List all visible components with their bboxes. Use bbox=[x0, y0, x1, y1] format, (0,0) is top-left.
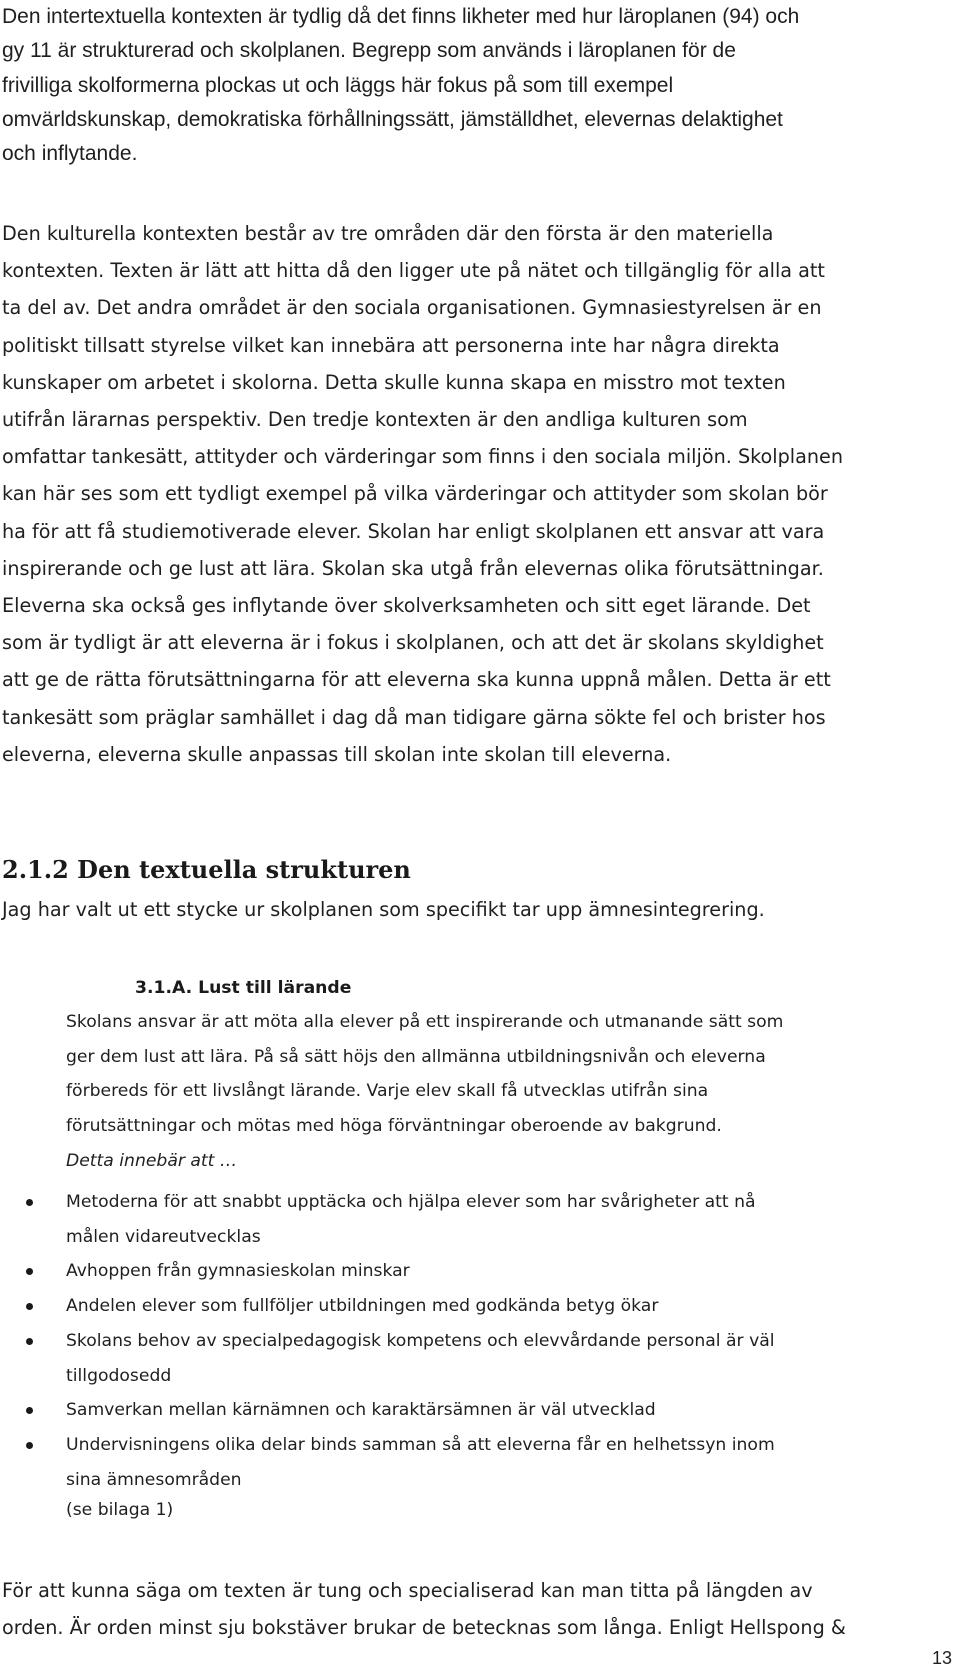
text-line: Skolans behov av specialpedagogisk kompetens och elevvårdande personal är väl bbox=[66, 1330, 775, 1351]
list-item bbox=[0, 1393, 950, 1428]
text-line: kan här ses som ett tydligt exempel på vilka värderingar och attityder som skolan bör bbox=[2, 482, 828, 506]
text-line: ta del av. Det andra området är den sociala organisationen. Gymnasiestyrelsen är en bbox=[2, 296, 822, 320]
text-line: Samverkan mellan kärnämnen och karaktärsämnen är väl utvecklad bbox=[66, 1400, 656, 1421]
text-line: Undervisningens olika delar binds samman så att eleverna får en helhetssyn inom bbox=[66, 1434, 775, 1455]
quote-heading: 3.1.A. Lust till lärande bbox=[135, 978, 352, 998]
bullet-list bbox=[0, 1185, 950, 1497]
section-heading: 2.1.2 Den textuella strukturen bbox=[2, 855, 411, 884]
list-item bbox=[0, 1254, 950, 1289]
bullet-icon bbox=[26, 1338, 33, 1345]
text-line: ger dem lust att lära. På så sätt höjs den allmänna utbildningsnivån och eleverna bbox=[66, 1046, 766, 1067]
text-line: politiskt tillsatt styrelse vilket kan innebära att personerna inte har några direkta bbox=[2, 333, 780, 357]
bullet-icon bbox=[26, 1442, 33, 1449]
paragraph-cultural-context bbox=[2, 215, 957, 773]
paragraph-word-length bbox=[2, 1572, 957, 1646]
bullet-icon bbox=[26, 1199, 33, 1206]
text-line: tillgodosedd bbox=[66, 1365, 172, 1386]
list-item bbox=[0, 1289, 950, 1324]
text-line: förbereds för ett livslångt lärande. Varje elev skall få utvecklas utifrån sina bbox=[66, 1081, 709, 1102]
section-intro: Jag har valt ut ett stycke ur skolplanen som specifikt tar upp ämnesintegrering. bbox=[2, 898, 765, 921]
text-line: att ge de rätta förutsättningarna för att eleverna ska kunna uppnå målen. Detta är ett bbox=[2, 668, 831, 692]
text-line: eleverna, eleverna skulle anpassas till skolan inte skolan till eleverna. bbox=[2, 742, 672, 766]
appendix-reference: (se bilaga 1) bbox=[66, 1500, 174, 1520]
text-line: Andelen elever som fullföljer utbildningen med godkända betyg ökar bbox=[66, 1296, 659, 1317]
text-line: tankesätt som präglar samhället i dag då man tidigare gärna sökte fel och brister hos bbox=[2, 705, 826, 729]
text-line: Den kulturella kontexten består av tre områden där den första är den materiella bbox=[2, 222, 774, 245]
text-line: målen vidareutvecklas bbox=[66, 1226, 261, 1247]
text-line: omvärldskunskap, demokratiska förhållningssätt, jämställdhet, elevernas delaktighet bbox=[2, 107, 783, 131]
text-line: Skolans ansvar är att möta alla elever på ett inspirerande och utmanande sätt som bbox=[66, 1012, 784, 1032]
text-line: som är tydligt är att eleverna är i fokus i skolplanen, och att det är skolans skyldighet bbox=[2, 631, 824, 655]
list-item bbox=[0, 1185, 950, 1254]
bullet-icon bbox=[26, 1268, 33, 1275]
quote-italic-lead: Detta innebär att … bbox=[66, 1150, 238, 1171]
page-number: 13 bbox=[931, 1648, 952, 1668]
text-line: För att kunna säga om texten är tung och specialiserad kan man titta på längden av bbox=[2, 1579, 813, 1602]
text-line: inspirerande och ge lust att lära. Skolan ska utgå från elevernas olika förutsättningar. bbox=[2, 556, 824, 580]
text-line: och inflytande. bbox=[2, 142, 138, 166]
text-line: frivilliga skolformerna plockas ut och läggs här fokus på som till exempel bbox=[2, 73, 674, 97]
bullet-icon bbox=[26, 1407, 33, 1414]
text-line: Den intertextuella kontexten är tydlig då det finns likheter med hur läroplanen (94) och bbox=[2, 5, 800, 28]
text-line: Metoderna för att snabbt upptäcka och hjälpa elever som har svårigheter att nå bbox=[66, 1192, 756, 1212]
text-line: kontexten. Texten är lätt att hitta då den ligger ute på nätet och tillgänglig för alla att bbox=[2, 259, 825, 283]
text-line: Avhoppen från gymnasieskolan minskar bbox=[66, 1261, 410, 1282]
list-item bbox=[0, 1324, 950, 1393]
text-line: gy 11 är strukturerad och skolplanen. Begrepp som används i läroplanen för de bbox=[2, 39, 736, 63]
quoted-passage bbox=[66, 1005, 946, 1179]
text-line: förutsättningar och mötas med höga förväntningar oberoende av bakgrund. bbox=[66, 1116, 722, 1137]
text-line: utifrån lärarnas perspektiv. Den tredje kontexten är den andliga kulturen som bbox=[2, 408, 748, 432]
bullet-icon bbox=[26, 1303, 33, 1310]
text-line: Eleverna ska också ges inflytande över skolverksamheten och sitt eget lärande. Det bbox=[2, 594, 811, 618]
text-line: orden. Är orden minst sju bokstäver brukar de betecknas som långa. Enligt Hellspong & bbox=[2, 1616, 846, 1640]
text-line: kunskaper om arbetet i skolorna. Detta skulle kunna skapa en misstro mot texten bbox=[2, 370, 786, 394]
text-line: omfattar tankesätt, attityder och värderingar som finns i den sociala miljön. Skolplanen bbox=[2, 445, 844, 469]
text-line: sina ämnesområden bbox=[66, 1469, 242, 1490]
list-item bbox=[0, 1428, 950, 1497]
text-line: ha för att få studiemotiverade elever. Skolan har enligt skolplanen ett ansvar att vara bbox=[2, 519, 825, 543]
paragraph-intertextual-context bbox=[2, 0, 957, 171]
